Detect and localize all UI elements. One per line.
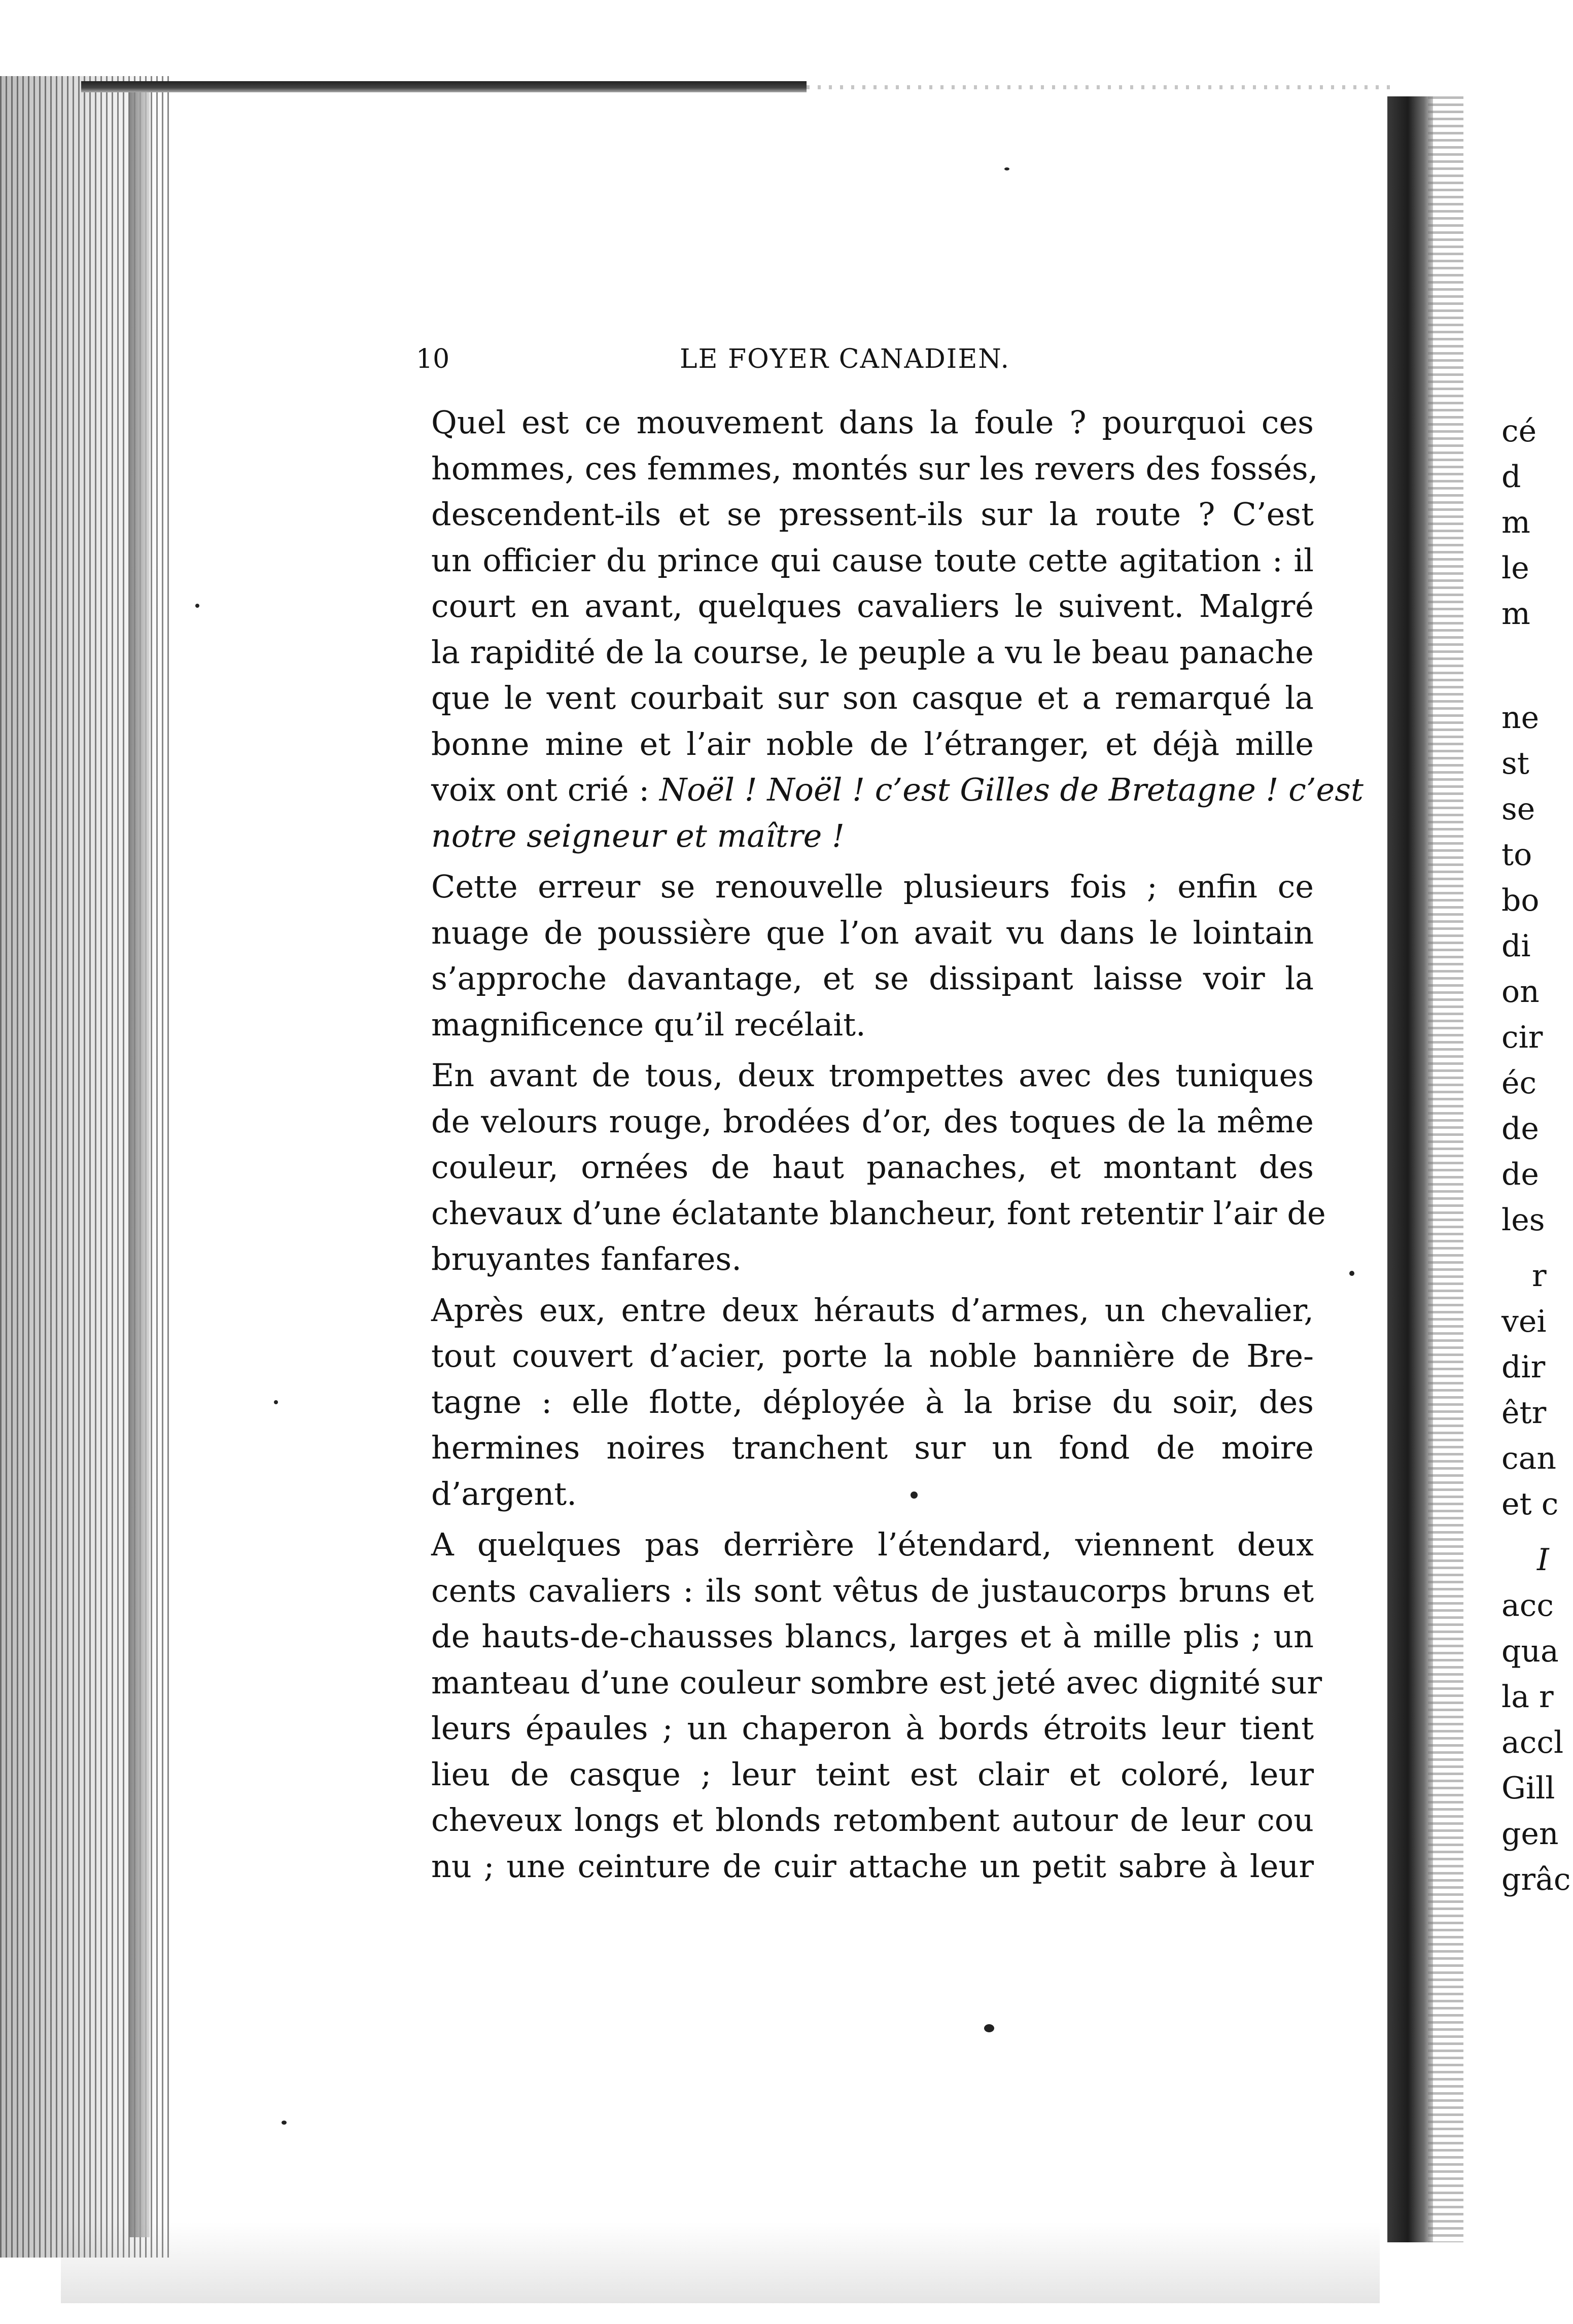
next-page-fragment: grâc bbox=[1501, 1862, 1571, 1897]
text-line: hommes, ces femmes, montés sur les revers des fossés, bbox=[431, 449, 1318, 487]
running-title: LE FOYER CANADIEN. bbox=[680, 344, 1010, 374]
next-page-fragment: qua bbox=[1501, 1634, 1559, 1669]
ink-speck bbox=[984, 2024, 994, 2032]
text-line bbox=[401, 813, 1314, 859]
next-page-fragment: d bbox=[1501, 459, 1521, 495]
text-line: s’approche davantage, et se dissipant laisse voir la bbox=[431, 960, 1314, 997]
text-line: court en avant, quelques cavaliers le suivent. Malgré bbox=[431, 587, 1314, 625]
next-page-fragment: les bbox=[1501, 1202, 1545, 1238]
text-line: nu ; une ceinture de cuir attache un petit sabre à leur bbox=[431, 1847, 1314, 1885]
next-page-fragment: m bbox=[1501, 505, 1530, 540]
text-line: cents cavaliers : ils sont vêtus de justaucorps bruns et bbox=[431, 1572, 1314, 1609]
next-page-fragment: on bbox=[1501, 974, 1540, 1010]
right-page-spine-texture bbox=[1428, 96, 1463, 2242]
next-page-fragment: I bbox=[1537, 1542, 1549, 1578]
next-page-fragment: et c bbox=[1501, 1486, 1559, 1522]
next-page-fragment: st bbox=[1501, 746, 1529, 781]
next-page-fragment: ne bbox=[1501, 700, 1540, 736]
next-page-fragment: êtr bbox=[1501, 1395, 1547, 1431]
text-line: cheveux longs et blonds retombent autour de leur cou bbox=[431, 1801, 1314, 1839]
text-line: magnificence qu’il recélait. bbox=[431, 1005, 866, 1043]
paragraph bbox=[401, 400, 1364, 859]
text-line: Cette erreur se renouvelle plusieurs fois ; enfin ce bbox=[431, 868, 1314, 905]
body-text bbox=[401, 400, 1364, 1889]
ink-speck bbox=[1004, 167, 1009, 170]
text-line: un officier du prince qui cause toute cette agitation : il bbox=[431, 541, 1314, 579]
binding-edge bbox=[129, 81, 150, 2237]
paragraph bbox=[401, 1522, 1322, 1889]
text-line: la rapidité de la course, le peuple a vu le beau panache bbox=[431, 633, 1314, 671]
next-page-fragment: m bbox=[1501, 596, 1530, 632]
text-line: leurs épaules ; un chaperon à bords étroits leur tient bbox=[431, 1710, 1314, 1747]
text-line: de hauts-de-chausses blancs, larges et à mille plis ; un bbox=[431, 1618, 1314, 1655]
next-page-fragment: le bbox=[1501, 550, 1529, 586]
next-page-fragment: éc bbox=[1501, 1065, 1537, 1101]
italic-exclamation: Noël ! Noël ! c’est Gilles de Bretagne ! c’est bbox=[659, 771, 1364, 808]
running-head bbox=[416, 339, 1319, 379]
text-line: que le vent courbait sur son casque et a remarqué la bbox=[431, 679, 1314, 716]
top-edge-rule bbox=[81, 81, 807, 92]
bottom-scan-shading bbox=[61, 2222, 1380, 2303]
next-page-fragment: to bbox=[1501, 837, 1532, 873]
next-page-fragment: la r bbox=[1501, 1679, 1554, 1715]
next-page-fragment: gen bbox=[1501, 1816, 1559, 1852]
text-line: de velours rouge, brodées d’or, des toques de la même bbox=[431, 1102, 1314, 1140]
text-line: lieu de casque ; leur teint est clair et coloré, leur bbox=[431, 1755, 1314, 1793]
ink-speck bbox=[195, 604, 199, 608]
italic-exclamation-end: notre seigneur et maître ! bbox=[431, 817, 845, 854]
paragraph bbox=[401, 1288, 1314, 1517]
ink-speck bbox=[274, 1400, 278, 1404]
next-page-fragment: r bbox=[1532, 1258, 1547, 1294]
next-page-fragment: Gill bbox=[1501, 1771, 1555, 1806]
text-line: En avant de tous, deux trompettes avec des tuniques bbox=[431, 1057, 1314, 1094]
text-line: bonne mine et l’air noble de l’étranger, et déjà mille bbox=[431, 725, 1314, 762]
next-page-fragment: cir bbox=[1501, 1020, 1543, 1055]
next-page-fragment: can bbox=[1501, 1441, 1557, 1476]
text-line: descendent-ils et se pressent-ils sur la route ? C’est bbox=[431, 496, 1314, 533]
next-page-fragment: se bbox=[1501, 791, 1535, 827]
next-page-fragment: acc bbox=[1501, 1588, 1554, 1623]
next-page-fragment: de bbox=[1501, 1157, 1539, 1192]
text-line: Après eux, entre deux hérauts d’armes, un chevalier, bbox=[431, 1291, 1314, 1329]
paragraph bbox=[401, 1053, 1326, 1282]
page-number: 10 bbox=[416, 344, 450, 374]
text-line: manteau d’une couleur sombre est jeté avec dignité sur bbox=[431, 1663, 1322, 1701]
next-page-fragments bbox=[1501, 0, 1573, 2324]
text-line: chevaux d’une éclatante blancheur, font retentir l’air de bbox=[431, 1194, 1326, 1232]
text-line: Quel est ce mouvement dans la foule ? pourquoi ces bbox=[431, 404, 1314, 441]
text-line: tout couvert d’acier, porte la noble bannière de Bre- bbox=[431, 1337, 1314, 1374]
text-line: d’argent. bbox=[431, 1475, 577, 1512]
next-page-fragment: di bbox=[1501, 928, 1531, 964]
text-line: nuage de poussière que l’on avait vu dans le lointain bbox=[431, 914, 1314, 951]
next-page-fragment: de bbox=[1501, 1111, 1539, 1147]
text-line: bruyantes fanfares. bbox=[431, 1240, 742, 1277]
paragraph bbox=[401, 864, 1314, 1048]
next-page-fragment: vei bbox=[1501, 1304, 1547, 1339]
next-page-fragment: dir bbox=[1501, 1349, 1546, 1385]
text-line: tagne : elle flotte, déployée à la brise du soir, des bbox=[431, 1383, 1314, 1420]
next-page-fragment: cé bbox=[1501, 413, 1537, 449]
text-line: hermines noires tranchent sur un fond de moire bbox=[431, 1429, 1314, 1466]
text-line bbox=[401, 767, 1364, 813]
ink-speck bbox=[282, 2121, 287, 2125]
text-line: couleur, ornées de haut panaches, et montant des bbox=[431, 1149, 1314, 1186]
text-line: A quelques pas derrière l’étendard, viennent deux bbox=[431, 1526, 1314, 1563]
top-edge-faint-rule bbox=[807, 85, 1390, 89]
ink-speck bbox=[1349, 1271, 1354, 1276]
next-page-fragment: accl bbox=[1501, 1725, 1564, 1760]
next-page-fragment: bo bbox=[1501, 883, 1540, 918]
text-segment: voix ont crié : bbox=[431, 771, 650, 808]
right-page-spine-shadow bbox=[1387, 96, 1433, 2242]
